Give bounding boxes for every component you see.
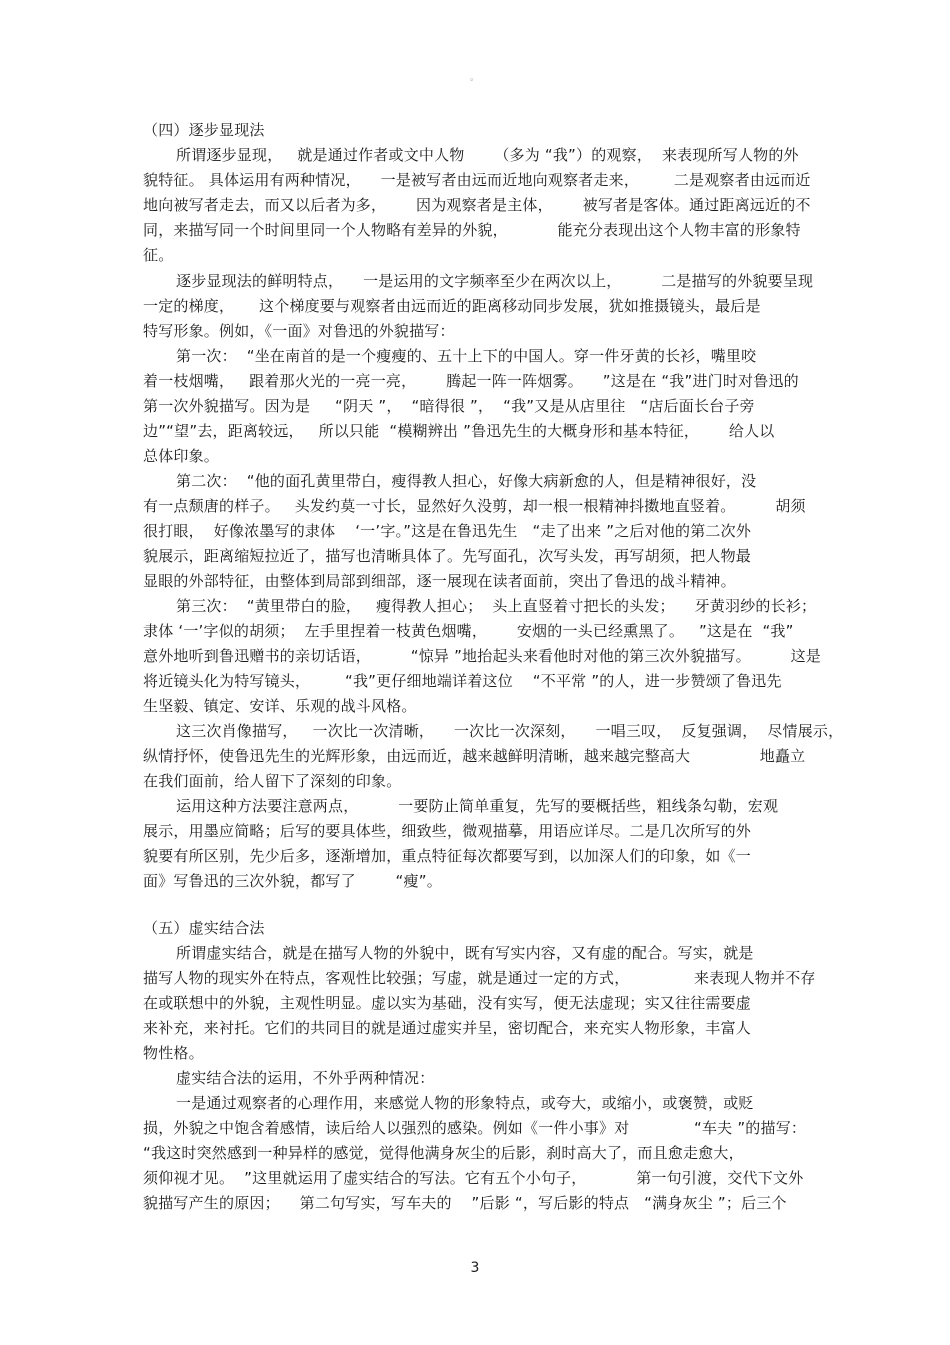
paragraph-line: 生坚毅、镇定、安详、乐观的战斗风格。 [143, 697, 417, 715]
paragraph-line: 纵情抒怀，使鲁迅先生的光辉形象，由远而近，越来越鲜明清晰，越来越完整高大 地矗立 [143, 747, 806, 765]
paragraph-line: 逐步显现法的鲜明特点， 一是运用的文字频率至少在两次以上， 二是描写的外貌要呈现 [176, 272, 814, 290]
paragraph-line: 同，来描写同一个时间里同一个人物略有差异的外貌， 能充分表现出这个人物丰富的形象特 [143, 221, 801, 239]
paragraph-line: 征。 [143, 246, 174, 264]
paragraph-line: 一定的梯度， 这个梯度要与观察者由远而近的距离移动同步发展，犹如推摄镜头，最后是 [143, 297, 761, 315]
paragraph-line: 来补充，来衬托。它们的共同目的就是通过虚实并呈，密切配合，来充实人物形象，丰富人 [143, 1019, 752, 1037]
section-heading: （五）虚实结合法 [143, 919, 265, 937]
paragraph-line: 地向被写者走去，而又以后者为多， 因为观察者是主体， 被写者是客体。通过距离远近的不 [143, 196, 811, 214]
paragraph-line: 须仰视才见。 ”这里就运用了虚实结合的写法。它有五个小句子， 第一句引渡，交代下文外 [143, 1169, 804, 1187]
paragraph-line: 着一枝烟嘴， 跟着那火光的一亮一亮， 腾起一阵一阵烟雾。 ”这是在 “我”进门时对鲁迅的 [143, 372, 799, 390]
paragraph-line: 展示，用墨应简略；后写的要具体些，细致些，微观描摹，用语应详尽。二是几次所写的外 [143, 822, 752, 840]
paragraph-line: 一是通过观察者的心理作用，来感觉人物的形象特点，或夸大，或缩小，或褒赞，或贬 [176, 1094, 754, 1112]
paragraph-line: 这三次肖像描写， 一次比一次清晰， 一次比一次深刻， 一唱三叹， 反复强调， 尽情展示， [176, 722, 844, 740]
paragraph-line: 描写人物的现实外在特点，客观性比较强；写虚，就是通过一定的方式， 来表现人物并不存 [143, 969, 816, 987]
paragraph-line: 隶体 ‘一’字似的胡须； 左手里捏着一枝黄色烟嘴， 安烟的一头已经熏黑了。 ”这是在 “我” [143, 622, 794, 640]
paragraph-line: 物性格。 [143, 1044, 204, 1062]
paragraph-line: 貌要有所区别，先少后多，逐渐增加，重点特征每次都要写到，以加深人们的印象，如《一 [143, 847, 752, 865]
paragraph-line: 意外地听到鲁迅赠书的亲切话语， “惊异 ”地抬起头来看他时对他的第三次外貌描写。 这是 [143, 647, 822, 665]
paragraph-line: 所谓虚实结合，就是在描写人物的外貌中，既有写实内容，又有虚的配合。写实，就是 [176, 944, 754, 962]
paragraph-line: 损，外貌之中饱含着感情，读后给人以强烈的感染。例如《一件小事》对 “车夫 ”的描写： [143, 1119, 807, 1137]
paragraph-line: 貌特征。 具体运用有两种情况， 一是被写者由远而近地向观察者走来， 二是观察者由远而近 [143, 171, 811, 189]
paragraph-line: 第三次： “黄里带白的脸， 瘦得教人担心； 头上直竖着寸把长的头发； 牙黄羽纱的长衫； [176, 597, 817, 615]
paragraph-line: 第二次： “他的面孔黄里带白，瘦得教人担心，好像大病新愈的人，但是精神很好，没 [176, 472, 757, 490]
paragraph-line: 特写形象。例如，《一面》对鲁迅的外貌描写： [143, 322, 455, 340]
page-number: 3 [470, 1260, 480, 1276]
paragraph-line: 所谓逐步显现， 就是通过作者或文中人物 （多为 “我”）的观察， 来表现所写人物的外 [176, 146, 799, 164]
paragraph-line: 有一点颓唐的样子。 头发约莫一寸长，显然好久没剪，却一根一根精神抖擞地直竖着。 胡须 [143, 497, 806, 515]
paragraph-line: 第一次： “坐在南首的是一个瘦瘦的、五十上下的中国人。穿一件牙黄的长衫，嘴里咬 [176, 347, 757, 365]
paragraph-line: 在或联想中的外貌，主观性明显。虚以实为基础，没有实写，便无法虚现；实又往往需要虚 [143, 994, 752, 1012]
paragraph-line: 总体印象。 [143, 447, 220, 465]
paragraph-line: 貌描写产生的原因； 第二句写实，写车夫的 ”后影 “，写后影的特点 “满身灰尘 ”；后三个 [143, 1194, 787, 1212]
paragraph-line: 在我们面前，给人留下了深刻的印象。 [143, 772, 402, 790]
header-mark: 。 [470, 73, 480, 83]
paragraph-line: 貌展示，距离缩短拉近了，描写也清晰具体了。先写面孔，次写头发，再写胡须，把人物最 [143, 547, 752, 565]
paragraph-line: 第一次外貌描写。因为是 “阴天 ”， “暗得很 ”， “我”又是从店里往 “店后面长台子旁 [143, 397, 755, 415]
paragraph-line: 显眼的外部特征，由整体到局部到细部，逐一展现在读者面前，突出了鲁迅的战斗精神。 [143, 572, 736, 590]
section-heading: （四）逐步显现法 [143, 121, 265, 139]
paragraph-line: 面》写鲁迅的三次外貌，都写了 “瘦”。 [143, 872, 442, 890]
paragraph-line: 很打眼， 好像浓墨写的隶体 ‘一’字。”这是在鲁迅先生 “走了出来 ”之后对他的第二次外 [143, 522, 752, 540]
paragraph-line: “我这时突然感到一种异样的感觉，觉得他满身灰尘的后影，刹时高大了，而且愈走愈大， [143, 1144, 744, 1162]
paragraph-line: 边”“望”去，距离较远， 所以只能 “模糊辨出 ”鲁迅先生的大概身形和基本特征， 给人以 [143, 422, 775, 440]
paragraph-line: 将近镜头化为特写镜头， “我”更仔细地端详着这位 “不平常 ”的人，进一步赞颂了鲁迅先 [143, 672, 782, 690]
paragraph-line: 运用这种方法要注意两点， 一要防止简单重复，先写的要概括些，粗线条勾勒，宏观 [176, 797, 779, 815]
paragraph-line: 虚实结合法的运用，不外乎两种情况： [176, 1069, 435, 1087]
